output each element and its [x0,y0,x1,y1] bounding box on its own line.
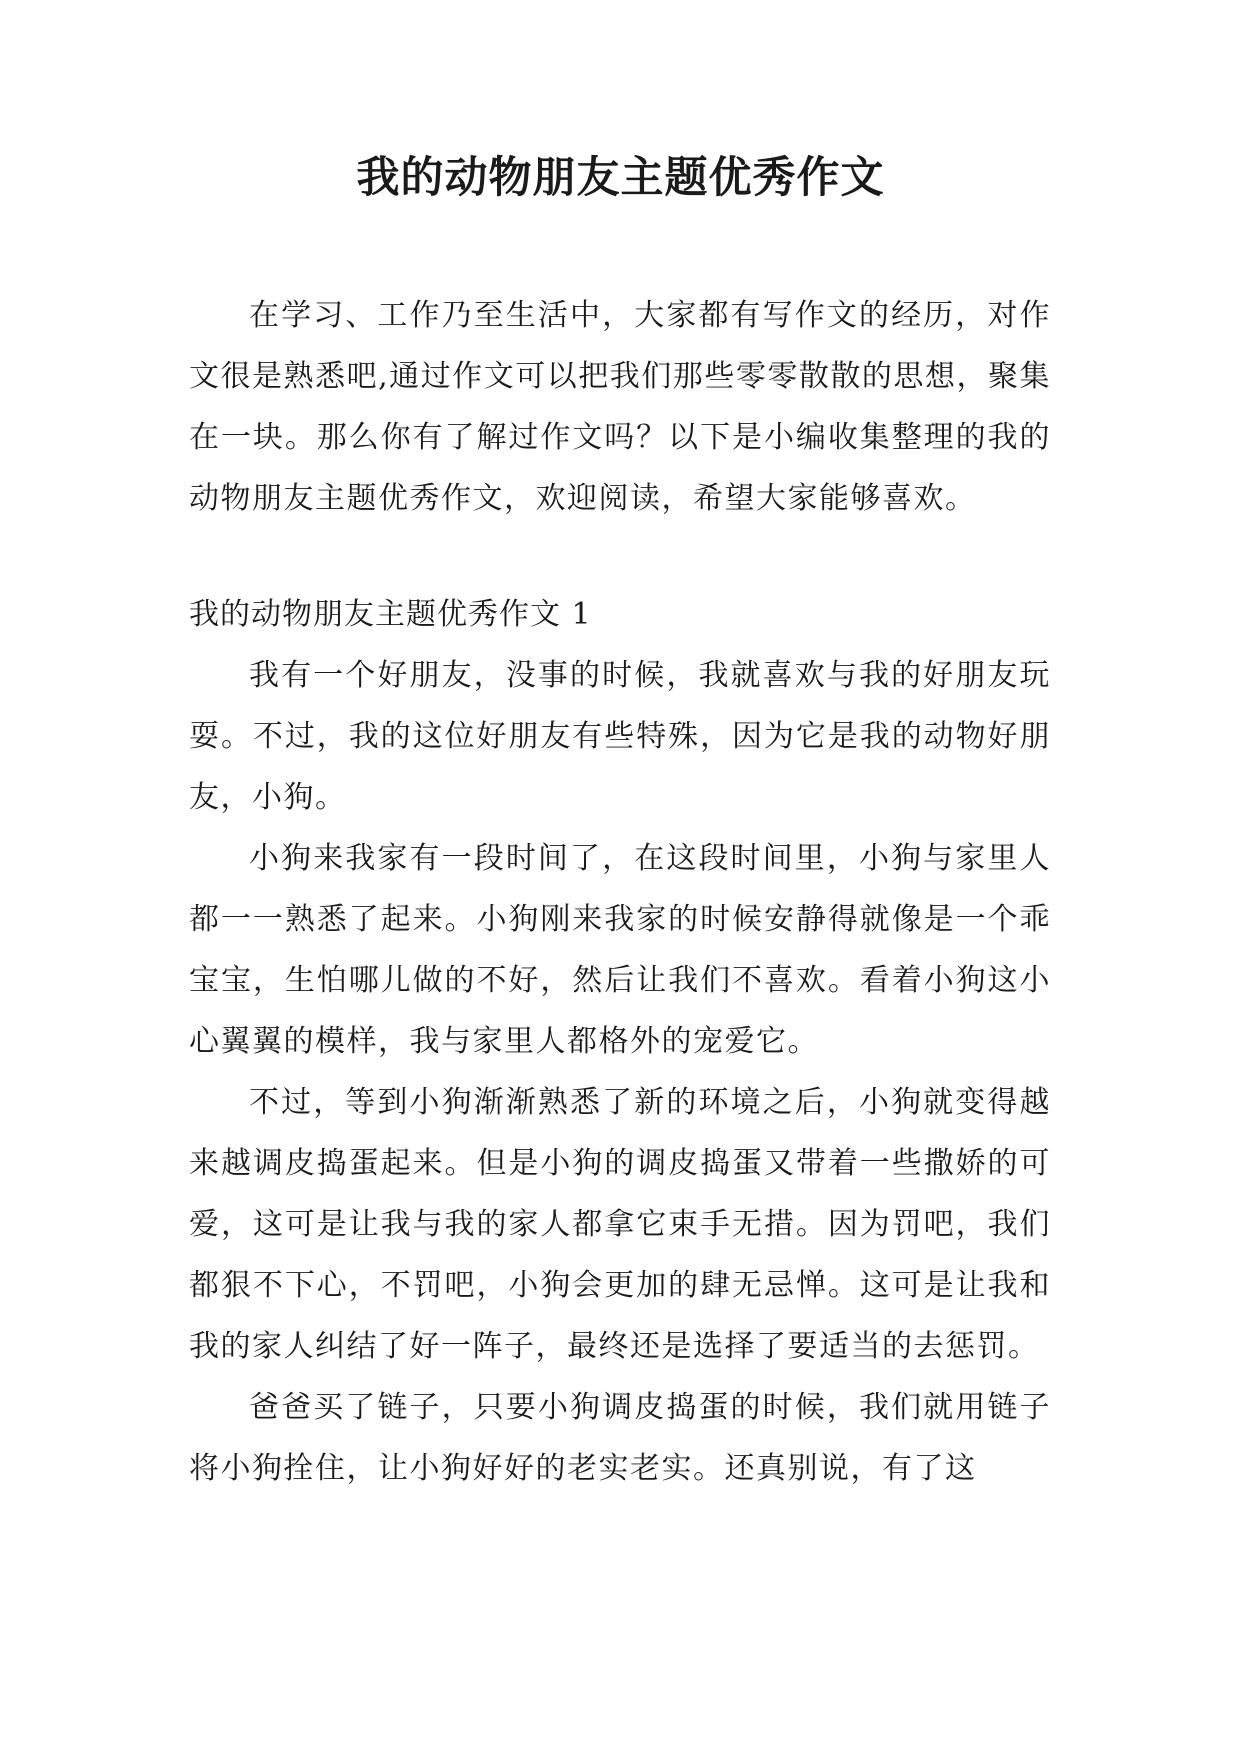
section-heading: 我的动物朋友主题优秀作文 1 [189,597,592,632]
document-body [189,285,1051,1499]
document-title: 我的动物朋友主题优秀作文 [356,153,885,203]
body-paragraph-1: 我有一个好朋友，没事的时候，我就喜欢与我的好朋友玩耍。不过，我的这位好朋友有些特殊，因为它是我的动物好朋友，小狗。 [189,658,1051,815]
intro-paragraph: 在学习、工作乃至生活中，大家都有写作文的经历，对作文很是熟悉吧,通过作文可以把我们那些零零散散的思想，聚集在一块。那么你有了解过作文吗？以下是小编收集整理的我的动物朋友主题优秀作文，欢迎阅读，希望大家能够喜欢。 [189,298,1051,516]
body-paragraph-3: 不过，等到小狗渐渐熟悉了新的环境之后，小狗就变得越来越调皮捣蛋起来。但是小狗的调皮捣蛋又带着一些撒娇的可爱，这可是让我与我的家人都拿它束手无措。因为罚吧，我们都狠不下心，不罚吧，小狗会更加的肆无忌惮。这可是让我和我的家人纠结了好一阵子，最终还是选择了要适当的去惩罚。 [189,1085,1051,1364]
body-paragraph-4: 爸爸买了链子，只要小狗调皮捣蛋的时候，我们就用链子将小狗拴住，让小狗好好的老实老实。还真别说，有了这 [189,1390,1051,1486]
body-paragraph-2: 小狗来我家有一段时间了，在这段时间里，小狗与家里人都一一熟悉了起来。小狗刚来我家的时候安静得就像是一个乖宝宝，生怕哪儿做的不好，然后让我们不喜欢。看着小狗这小心翼翼的模样，我与家里人都格外的宠爱它。 [189,841,1051,1059]
